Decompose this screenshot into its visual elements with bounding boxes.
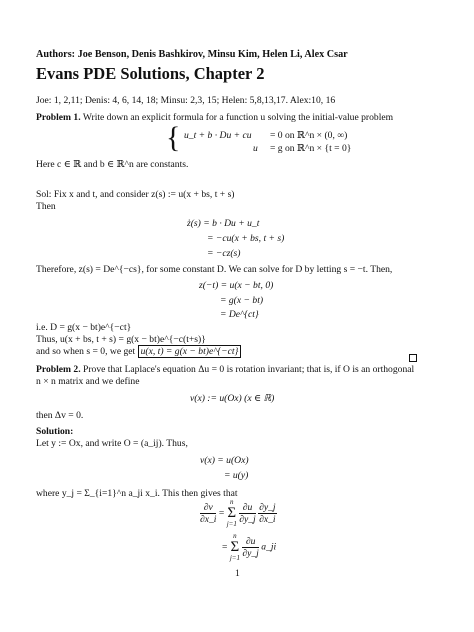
deriv-line1: ż(s) = b · Du + u_t xyxy=(187,218,260,229)
problem1-statement xyxy=(36,112,393,124)
system-line2-lhs: u xyxy=(253,143,258,154)
partial-derivative-equation-1: $\frac{\partial v}{\partial x\_i}$ = n Σ j=1 $\frac{\partial u}{\partial y\_j}$ $\frac{\partial y\_j}{\partial x\_i}$ xyxy=(200,498,276,528)
assignments-line: Joe: 1, 2,11; Denis: 4, 6, 14, 18; Minsu: 2,3, 15; Helen: 5,8,13,17. Alex:10, 16 xyxy=(36,95,336,106)
problem2-label: Problem 2. xyxy=(36,364,81,375)
problem2-then: then Δv = 0. xyxy=(36,410,84,421)
z-line2: = g(x − bt) xyxy=(220,295,264,306)
problem1-here: Here c ∈ ℝ and b ∈ ℝ^n are constants. xyxy=(36,159,189,170)
v-line2: = u(y) xyxy=(224,470,249,481)
partial-derivative-equation-2: = n Σ j=1 $\frac{\partial u}{\partial y\_j}$ a_ji xyxy=(222,532,277,562)
problem2-text2: n × n matrix and we define xyxy=(36,376,140,387)
page-title: Evans PDE Solutions, Chapter 2 xyxy=(36,64,265,83)
thus-line: Thus, u(x + bs, t + s) = g(x − bt)e^{−c(t+s)} xyxy=(36,334,206,345)
let-line: Let y := Ox, and write O = (a_ij). Thus, xyxy=(36,438,188,449)
authors-line: Authors: Joe Benson, Denis Bashkirov, Minsu Kim, Helen Li, Alex Csar xyxy=(36,49,348,60)
z-line1: z(−t) = u(x − bt, 0) xyxy=(199,280,274,291)
page-number: 1 xyxy=(235,568,240,579)
sol-line1: Sol: Fix x and t, and consider z(s) := u(x + bs, t + s) xyxy=(36,189,235,200)
so-when-text: and so when s = 0, we get xyxy=(36,346,136,357)
dv-dxi-fraction: $\frac{\partial v}{\partial x\_i}$ xyxy=(200,502,217,525)
du-dyj-fraction-2: $\frac{\partial u}{\partial y\_j}$ xyxy=(242,536,259,559)
aji-term: a_ji xyxy=(261,541,277,553)
therefore-line: Therefore, z(s) = De^{−cs}, for some constant D. We can solve for D by letting s = −t. Then, xyxy=(36,264,393,275)
sum-symbol-1: n Σ j=1 xyxy=(226,498,237,528)
solution-label: Solution: xyxy=(36,426,74,437)
ie-line: i.e. D = g(x − bt)e^{−ct} xyxy=(36,322,132,333)
dyj-dxi-fraction: $\frac{\partial y\_j}{\partial x\_i}$ xyxy=(259,502,276,525)
du-dyj-fraction: $\frac{\partial u}{\partial y\_j}$ xyxy=(239,502,256,525)
system-line1-lhs: u_t + b · Du + cu xyxy=(184,130,252,141)
where-line: where y_j = Σ_{i=1}^n a_ji x_i. This then gives that xyxy=(36,488,238,499)
sol-line2: Then xyxy=(36,201,56,212)
sum-symbol-2: n Σ j=1 xyxy=(229,532,240,562)
problem2-statement xyxy=(36,364,414,376)
problem1-label: Problem 1. xyxy=(36,112,81,123)
system-line1-rhs: = 0 on ℝ^n × (0, ∞) xyxy=(270,130,348,141)
deriv-line3: = −cz(s) xyxy=(207,248,241,259)
z-line3: = De^{ct} xyxy=(220,309,259,320)
so-when-line xyxy=(36,346,241,358)
problem2-text1: Prove that Laplace's equation Δu = 0 is rotation invariant; that is, if O is an orthogonal xyxy=(83,364,415,375)
boxed-answer: u(x, t) = g(x − bt)e^{−ct} xyxy=(138,345,242,358)
deriv-line2: = −cu(x + bs, t + s) xyxy=(207,233,285,244)
v-line1: v(x) = u(Ox) xyxy=(200,455,249,466)
problem1-text: Write down an explicit formula for a function u solving the initial-value problem xyxy=(82,112,394,123)
left-brace: { xyxy=(166,121,181,154)
v-definition: v(x) := u(Ox) (x ∈ ℝ) xyxy=(190,393,275,404)
system-line2-rhs: = g on ℝ^n × {t = 0} xyxy=(270,143,352,154)
